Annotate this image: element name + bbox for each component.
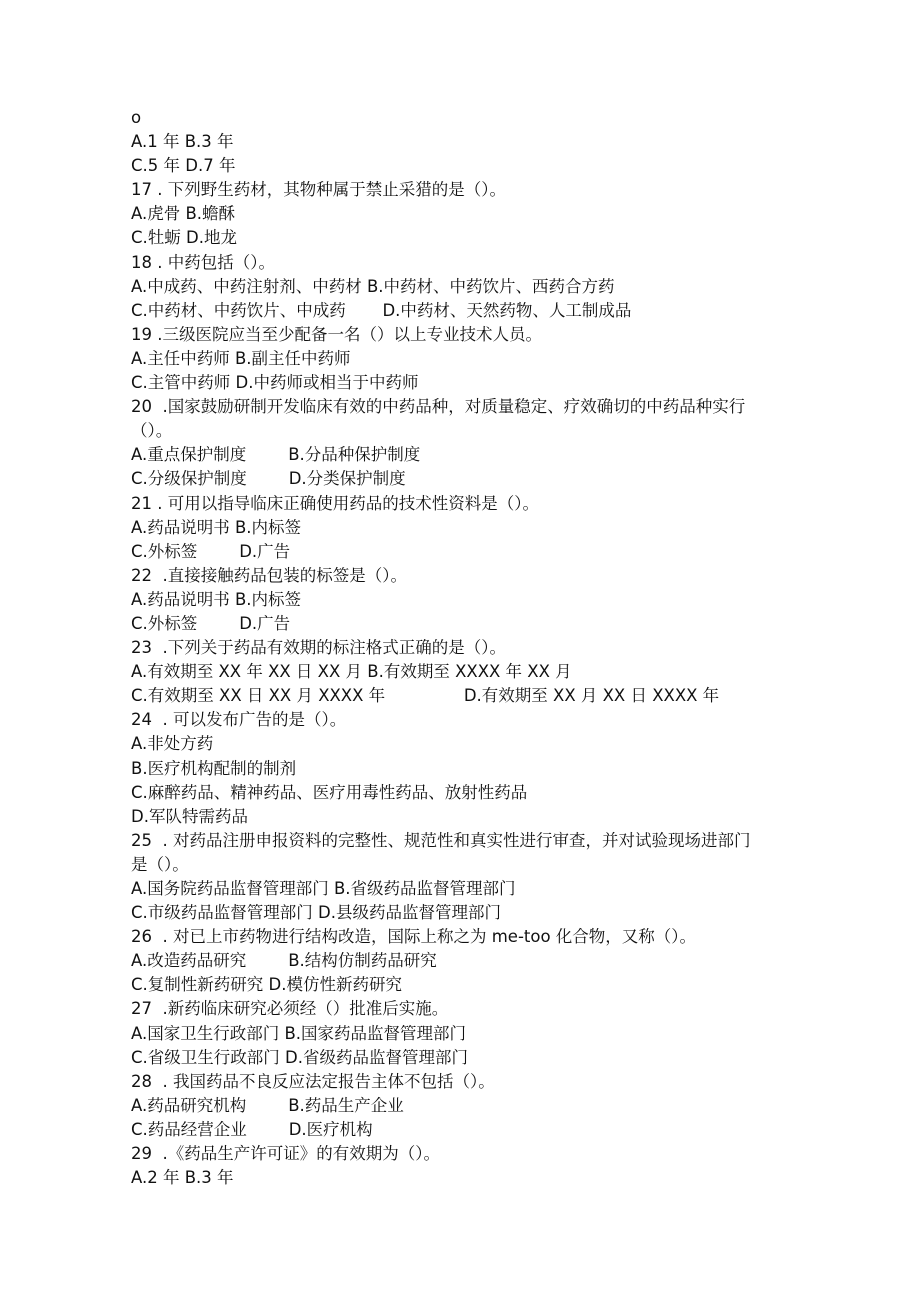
text-line: C.外标签 D.广告 (131, 613, 291, 633)
text-line: 29 .《药品生产许可证》的有效期为（）。 (131, 1144, 440, 1164)
text-line: C.麻醉药品、精神药品、医疗用毒性药品、放射性药品 (131, 782, 528, 802)
text-line: C.5 年 D.7 年 (131, 156, 236, 176)
text-line: 28 . 我国药品不良反应法定报告主体不包括（）。 (131, 1071, 495, 1091)
text-line: A.药品说明书 B.内标签 (131, 589, 302, 609)
text-line: A.有效期至 XX 年 XX 日 XX 月 B.有效期至 XXXX 年 XX 月 (131, 662, 572, 682)
text-line: 是（）。 (131, 854, 189, 874)
text-line: C.复制性新药研究 D.模仿性新药研究 (131, 975, 402, 995)
text-line: B.医疗机构配制的制剂 (131, 758, 297, 778)
document-body (131, 106, 831, 1190)
text-line: C.药品经营企业 D.医疗机构 (131, 1119, 373, 1139)
text-line: 27 .新药临床研究必须经（）批准后实施。 (131, 999, 449, 1019)
text-line: 22 .直接接触药品包装的标签是（）。 (131, 565, 407, 585)
text-line: C.外标签 D.广告 (131, 541, 291, 561)
text-line: A.国家卫生行政部门 B.国家药品监督管理部门 (131, 1023, 467, 1043)
text-line: C.中药材、中药饮片、中成药 D.中药材、天然药物、人工制成品 (131, 300, 632, 320)
text-line: 24 . 可以发布广告的是（）。 (131, 710, 347, 730)
text-line: C.省级卫生行政部门 D.省级药品监督管理部门 (131, 1047, 468, 1067)
text-line: A.国务院药品监督管理部门 B.省级药品监督管理部门 (131, 879, 516, 898)
text-line: 26 . 对已上市药物进行结构改造，国际上称之为 me-too 化合物，又称（）。 (131, 927, 697, 947)
text-line: 19 .三级医院应当至少配备一名（）以上专业技术人员。 (131, 324, 542, 344)
text-line: A.药品说明书 B.内标签 (131, 517, 302, 537)
text-line: o (131, 108, 142, 127)
text-line: A.中成药、中药注射剂、中药材 B.中药材、中药饮片、西药合方药 (131, 276, 615, 296)
text-line: 25 . 对药品注册申报资料的完整性、规范性和真实性进行审查，并对试验现场进部门 (131, 830, 751, 850)
text-line: A.主任中药师 B.副主任中药师 (131, 348, 351, 368)
text-line: C.有效期至 XX 日 XX 月 XXXX 年 D.有效期至 XX 月 XX 日 XXXX 年 (131, 686, 720, 706)
text-line: 21 . 可用以指导临床正确使用药品的技术性资料是（）。 (131, 493, 539, 513)
text-line: A.1 年 B.3 年 (131, 132, 234, 152)
text-line: 17 . 下列野生药材，其物种属于禁止采猎的是（）。 (131, 180, 506, 200)
text-line: A.2 年 B.3 年 (131, 1168, 234, 1188)
text-line: A.虎骨 B.蟾酥 (131, 204, 236, 224)
text-line: 23 .下列关于药品有效期的标注格式正确的是（）。 (131, 638, 506, 658)
text-line: C.主管中药师 D.中药师或相当于中药师 (131, 373, 419, 393)
text-line: 20 .国家鼓励研制开发临床有效的中药品种，对质量稳定、疗效确切的中药品种实行 (131, 397, 746, 417)
text-line: A.改造药品研究 B.结构仿制药品研究 (131, 951, 437, 971)
text-line: C.牡蛎 D.地龙 (131, 228, 237, 248)
text-line: A.重点保护制度 B.分品种保护制度 (131, 445, 421, 465)
text-line: 18 . 中药包括（）。 (131, 252, 275, 272)
text-line: C.市级药品监督管理部门 D.县级药品监督管理部门 (131, 903, 501, 923)
text-line: （）。 (131, 421, 173, 441)
text-line: D.军队特需药品 (131, 806, 248, 826)
text-line: A.非处方药 (131, 734, 214, 754)
text-line: C.分级保护制度 D.分类保护制度 (131, 469, 406, 489)
text-line: A.药品研究机构 B.药品生产企业 (131, 1095, 404, 1115)
